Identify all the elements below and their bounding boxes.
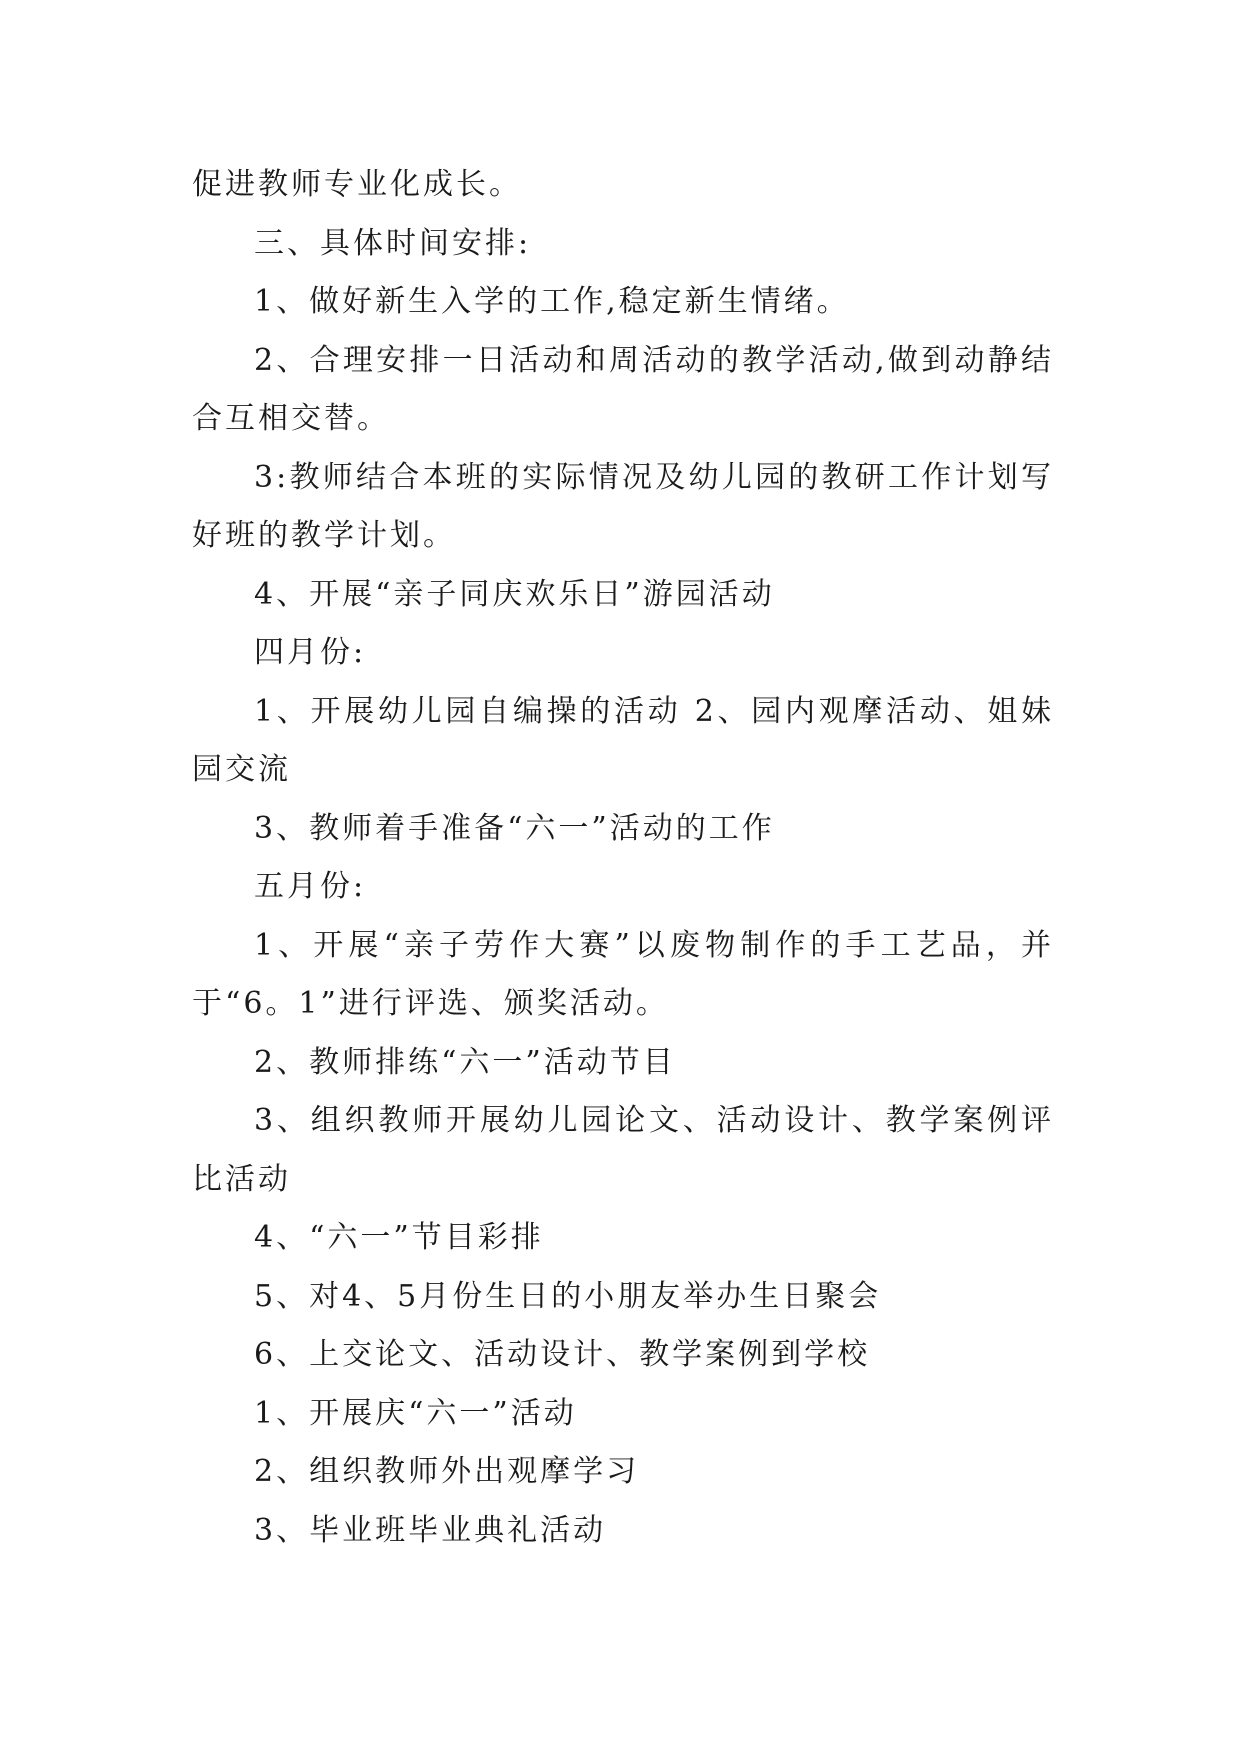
list-item: 1、做好新生入学的工作,稳定新生情绪。 xyxy=(254,284,850,319)
month-heading-may: 五月份: xyxy=(254,869,367,904)
list-item: 4、“六一”节目彩排 xyxy=(254,1220,544,1255)
list-item: 1、开展庆“六一”活动 xyxy=(254,1395,577,1431)
list-item: 6、上交论文、活动设计、教学案例到学校 xyxy=(254,1337,871,1372)
paragraph-1: 促进教师专业化成长。 xyxy=(192,167,522,202)
list-item: 2、组织教师外出观摩学习 xyxy=(254,1454,640,1489)
list-item: 5、对4、5月份生日的小朋友举办生日聚会 xyxy=(254,1278,882,1314)
month-heading-april: 四月份: xyxy=(254,635,367,670)
list-item: 2、教师排练“六一”活动节目 xyxy=(254,1044,676,1080)
list-item: 3、组织教师开展幼儿园论文、活动设计、教学案例评比活动 xyxy=(192,1103,1054,1197)
list-item: 2、合理安排一日活动和周活动的教学活动,做到动静结合互相交替。 xyxy=(192,342,1054,436)
list-item: 1、开展幼儿园自编操的活动 2、园内观摩活动、姐妹园交流 xyxy=(192,693,1054,787)
list-item: 3:教师结合本班的实际情况及幼儿园的教研工作计划写好班的教学计划。 xyxy=(192,459,1054,553)
list-item: 3、教师着手准备“六一”活动的工作 xyxy=(254,810,775,846)
list-item: 1、开展“亲子劳作大赛”以废物制作的手工艺品，并于“6。1”进行评选、颁奖活动。 xyxy=(192,927,1054,1021)
section-heading-schedule: 三、具体时间安排: xyxy=(254,225,532,261)
document-body xyxy=(192,156,1054,1560)
list-item: 4、开展“亲子同庆欢乐日”游园活动 xyxy=(254,576,775,612)
list-item: 3、毕业班毕业典礼活动 xyxy=(254,1512,607,1548)
